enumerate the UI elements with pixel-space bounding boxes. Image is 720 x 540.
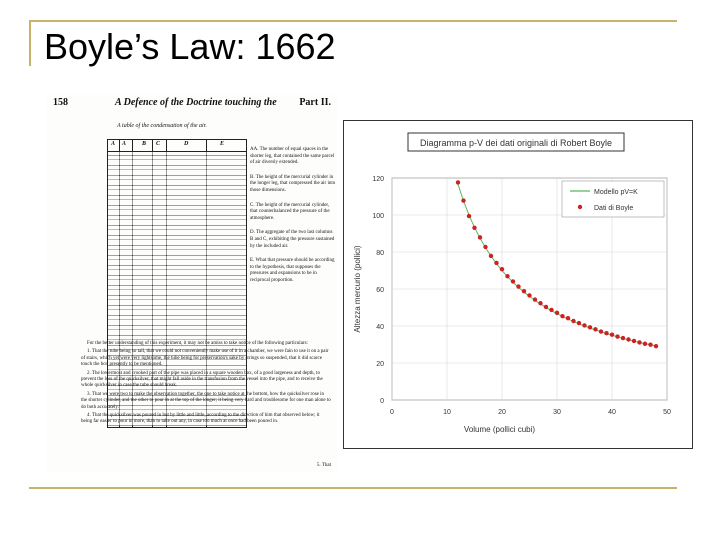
data-point — [467, 214, 471, 218]
y-tick-label: 60 — [376, 287, 384, 294]
data-point — [555, 311, 559, 315]
data-point — [533, 297, 537, 301]
data-point — [505, 274, 509, 278]
data-point — [544, 305, 548, 309]
page-body-text — [81, 341, 331, 428]
legend-data-label: Dati di Boyle — [594, 205, 634, 212]
catchword: 5. That — [316, 463, 331, 468]
data-point — [527, 293, 531, 297]
data-point — [582, 323, 586, 327]
data-point — [626, 337, 630, 341]
x-tick-label: 10 — [443, 409, 451, 416]
decorative-vertical-line — [29, 20, 31, 66]
data-point — [577, 321, 581, 325]
data-point — [637, 340, 641, 344]
column-notes — [250, 147, 336, 293]
pv-chart — [344, 121, 692, 448]
pv-chart-panel — [343, 120, 693, 449]
data-point — [588, 325, 592, 329]
data-point — [566, 316, 570, 320]
part-label: Part II. — [299, 97, 331, 108]
data-point — [615, 334, 619, 338]
x-tick-label: 0 — [390, 409, 394, 416]
data-point — [610, 332, 614, 336]
body-paragraph: For the better understanding of this experiment, it may not be amiss to take notice of the following particulars: — [87, 341, 308, 346]
column-note: B. The height of the mercurial cylinder in the longer leg, that compressed the air into those dimensions. — [250, 174, 336, 193]
x-tick-label: 50 — [663, 409, 671, 416]
column-note: C. The height of the mercurial cylinder, that counterbalanced the pressure of the atmosphere. — [250, 202, 330, 221]
table-header-cell: C — [156, 141, 161, 147]
y-tick-label: 120 — [372, 176, 384, 183]
book-page-image — [47, 95, 337, 472]
table-header-cell: A — [122, 141, 127, 147]
table-header-cell: B — [142, 141, 147, 147]
x-tick-label: 20 — [498, 409, 506, 416]
body-paragraph: 4. That the quicksilver was poured in but by little and little, according to the direction of him that observed below; it being far easier to pour in more, than to take out any, in case too much at once had been poured in. — [81, 413, 320, 425]
data-point — [538, 301, 542, 305]
data-point — [643, 342, 647, 346]
running-head: A Defence of the Doctrine touching the — [115, 97, 277, 108]
column-note: E. What that pressure should be according to the hypothesis, that supposes the pressures and expansions to be in reciprocal proportion. — [250, 258, 335, 283]
y-tick-label: 20 — [376, 361, 384, 368]
x-tick-label: 30 — [553, 409, 561, 416]
data-point — [472, 226, 476, 230]
data-point — [516, 284, 520, 288]
y-tick-label: 40 — [376, 324, 384, 331]
table-header-cell: D — [184, 141, 189, 147]
legend-model-label: Modello pV=K — [594, 189, 638, 196]
data-point — [489, 254, 493, 258]
decorative-top-rule — [29, 20, 677, 22]
x-tick-label: 40 — [608, 409, 616, 416]
page-number: 158 — [53, 97, 68, 108]
y-tick-label: 0 — [380, 398, 384, 405]
data-point — [654, 344, 658, 348]
y-tick-label: 80 — [376, 250, 384, 257]
body-paragraph: 1. That the tube being so tall, that we could not conveniently make use of it in a chamber, we were fain to use it on a pair of stairs, which yet were very lightsome, the tube being for preservation's sake by strings so suspended, that it did scarce touch the box presently to be mentioned. — [81, 349, 329, 368]
table-header-cell: E — [220, 141, 225, 147]
table-header-cell: A — [111, 141, 116, 147]
body-paragraph: 2. The lowermost and crooked part of the pipe was placed in a square wooden box, of a good largeness and depth, to prevent the loss of the quicksilver, that might fall aside in the transfusion from the vessel into the pipe, and to receive the whole quicksilver in case the tube should break. — [81, 370, 323, 389]
y-tick-label: 100 — [372, 213, 384, 220]
table-header — [108, 140, 246, 152]
data-point — [461, 198, 465, 202]
data-point — [571, 319, 575, 323]
data-point — [478, 235, 482, 239]
data-point — [604, 331, 608, 335]
column-note: D. The aggregate of the two last columns B and C, exhibiting the pressure sustained by the included air. — [250, 230, 335, 249]
y-axis-label: Altezza mercurio (pollici) — [353, 245, 362, 333]
data-point — [500, 267, 504, 271]
data-point — [511, 279, 515, 283]
slide-title: Boyle’s Law: 1662 — [44, 26, 336, 67]
data-point — [483, 245, 487, 249]
table-caption: A table of the condensation of the air. — [117, 123, 207, 129]
data-point — [599, 329, 603, 333]
data-point — [593, 327, 597, 331]
data-point — [494, 261, 498, 265]
body-paragraph: 3. That we were two to make the observation together, the one to take notice at the bottom, how the quicksilver rose in the shorter cylinder, and the other to pour in at the top of the longer; it being very hard and troublesome for one man alone to do both accurately. — [81, 391, 331, 410]
legend-data-swatch — [578, 205, 582, 209]
decorative-bottom-rule — [29, 487, 677, 489]
column-note: AA. The number of equal spaces in the shorter leg, that contained the same parcel of air diversly extended. — [250, 147, 335, 166]
data-point — [621, 336, 625, 340]
data-point — [549, 308, 553, 312]
x-axis-label: Volume (pollici cubi) — [463, 425, 536, 434]
data-point — [522, 289, 526, 293]
chart-title: Diagramma p-V dei dati originali di Robert Boyle — [419, 138, 613, 148]
data-point — [560, 314, 564, 318]
data-point — [648, 342, 652, 346]
data-point — [632, 339, 636, 343]
data-point — [456, 180, 460, 184]
